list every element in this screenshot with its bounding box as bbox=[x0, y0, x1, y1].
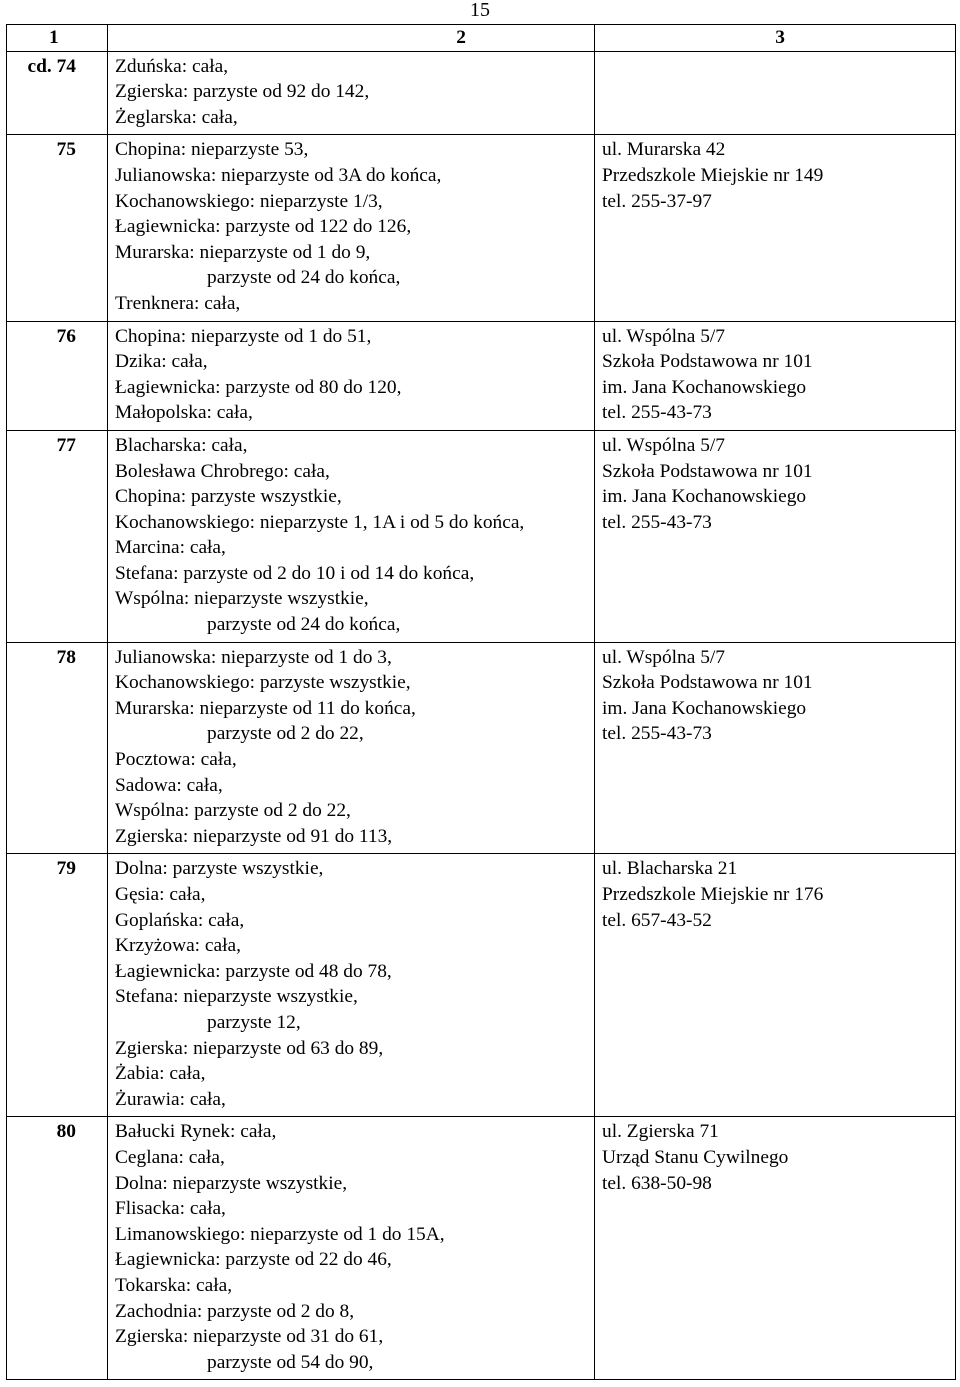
street-line: Kochanowskiego: nieparzyste 1/3, bbox=[115, 190, 383, 212]
street-line: Ceglana: cała, bbox=[115, 1146, 225, 1168]
polling-station-cell bbox=[595, 51, 956, 135]
street-line: Łagiewnicka: parzyste od 48 do 78, bbox=[115, 960, 392, 982]
address-line: Szkoła Podstawowa nr 101 bbox=[602, 351, 813, 373]
street-line: Kochanowskiego: nieparzyste 1, 1A i od 5 do końca, bbox=[115, 511, 525, 533]
street-line: parzyste od 2 do 22, bbox=[207, 723, 364, 745]
street-line: Julianowska: nieparzyste od 3A do końca, bbox=[115, 164, 442, 186]
district-number: 79 bbox=[7, 854, 108, 1117]
street-line: Dolna: parzyste wszystkie, bbox=[115, 858, 324, 880]
street-line: Limanowskiego: nieparzyste od 1 do 15A, bbox=[115, 1223, 445, 1245]
street-line: Żeglarska: cała, bbox=[115, 106, 238, 128]
street-line: Murarska: nieparzyste od 11 do końca, bbox=[115, 697, 416, 719]
street-line: parzyste od 24 do końca, bbox=[207, 614, 401, 636]
street-line: Łagiewnicka: parzyste od 22 do 46, bbox=[115, 1249, 392, 1271]
districts-table bbox=[6, 24, 956, 1380]
street-line: Stefana: nieparzyste wszystkie, bbox=[115, 986, 358, 1008]
street-line: parzyste od 24 do końca, bbox=[207, 267, 401, 289]
address-line: im. Jana Kochanowskiego bbox=[602, 486, 807, 508]
street-line: Chopina: nieparzyste 53, bbox=[115, 139, 309, 161]
district-number: cd. 74 bbox=[7, 51, 108, 135]
street-line: Trenknera: cała, bbox=[115, 292, 241, 314]
street-line: Pocztowa: cała, bbox=[115, 749, 237, 771]
address-line: Przedszkole Miejskie nr 149 bbox=[602, 164, 824, 186]
table-row bbox=[7, 321, 956, 430]
street-line: Stefana: parzyste od 2 do 10 i od 14 do końca, bbox=[115, 562, 475, 584]
street-line: Murarska: nieparzyste od 1 do 9, bbox=[115, 241, 371, 263]
streets-cell bbox=[108, 51, 595, 135]
street-line: Chopina: parzyste wszystkie, bbox=[115, 486, 342, 508]
street-line: parzyste 12, bbox=[207, 1011, 301, 1033]
address-line: tel. 255-37-97 bbox=[602, 190, 712, 212]
streets-cell bbox=[108, 430, 595, 642]
street-line: Blacharska: cała, bbox=[115, 434, 248, 456]
street-line: Zgierska: parzyste od 92 do 142, bbox=[115, 81, 370, 103]
street-line: Kochanowskiego: parzyste wszystkie, bbox=[115, 672, 411, 694]
street-line: Zachodnia: parzyste od 2 do 8, bbox=[115, 1300, 355, 1322]
street-line: Łagiewnicka: parzyste od 122 do 126, bbox=[115, 216, 412, 238]
street-line: Zgierska: nieparzyste od 31 do 61, bbox=[115, 1326, 384, 1348]
district-number: 75 bbox=[7, 135, 108, 321]
street-line: Julianowska: nieparzyste od 1 do 3, bbox=[115, 646, 392, 668]
table-row bbox=[7, 642, 956, 854]
street-line: Dzika: cała, bbox=[115, 351, 208, 373]
address-line: ul. Murarska 42 bbox=[602, 139, 726, 161]
address-line: Szkoła Podstawowa nr 101 bbox=[602, 460, 813, 482]
street-line: Marcina: cała, bbox=[115, 537, 226, 559]
street-line: Krzyżowa: cała, bbox=[115, 935, 241, 957]
table-row bbox=[7, 1117, 956, 1380]
address-line: Szkoła Podstawowa nr 101 bbox=[602, 672, 813, 694]
table-row bbox=[7, 51, 956, 135]
street-line: Goplańska: cała, bbox=[115, 909, 245, 931]
district-number: 77 bbox=[7, 430, 108, 642]
address-line: Urząd Stanu Cywilnego bbox=[602, 1146, 789, 1168]
street-line: Zgierska: nieparzyste od 91 do 113, bbox=[115, 825, 393, 847]
address-line: tel. 255-43-73 bbox=[602, 402, 712, 424]
street-line: Małopolska: cała, bbox=[115, 402, 253, 424]
table-row bbox=[7, 430, 956, 642]
street-line: Tokarska: cała, bbox=[115, 1274, 233, 1296]
district-number: 78 bbox=[7, 642, 108, 854]
street-line: Zduńska: cała, bbox=[115, 55, 229, 77]
address-line: tel. 255-43-73 bbox=[602, 511, 712, 533]
polling-station-cell bbox=[595, 642, 956, 854]
street-line: Wspólna: parzyste od 2 do 22, bbox=[115, 800, 351, 822]
address-line: ul. Blacharska 21 bbox=[602, 858, 738, 880]
streets-cell bbox=[108, 321, 595, 430]
street-line: parzyste od 54 do 90, bbox=[207, 1351, 374, 1373]
polling-station-cell bbox=[595, 854, 956, 1117]
address-line: tel. 638-50-98 bbox=[602, 1172, 712, 1194]
address-line: tel. 255-43-73 bbox=[602, 723, 712, 745]
header-row bbox=[7, 25, 956, 52]
streets-cell bbox=[108, 854, 595, 1117]
table-body bbox=[7, 51, 956, 1380]
column-header-streets: 2 bbox=[108, 25, 595, 52]
streets-cell bbox=[108, 1117, 595, 1380]
table-row bbox=[7, 854, 956, 1117]
street-line: Żurawia: cała, bbox=[115, 1088, 226, 1110]
street-line: Flisacka: cała, bbox=[115, 1198, 226, 1220]
street-line: Bolesława Chrobrego: cała, bbox=[115, 460, 330, 482]
address-line: ul. Zgierska 71 bbox=[602, 1121, 719, 1143]
address-line: Przedszkole Miejskie nr 176 bbox=[602, 884, 824, 905]
streets-cell bbox=[108, 642, 595, 854]
district-number: 80 bbox=[7, 1117, 108, 1380]
column-header-number: 1 bbox=[7, 25, 108, 52]
streets-cell bbox=[108, 135, 595, 321]
address-line: ul. Wspólna 5/7 bbox=[602, 646, 725, 668]
column-header-address: 3 bbox=[595, 25, 956, 52]
street-line: Łagiewnicka: parzyste od 80 do 120, bbox=[115, 376, 402, 398]
district-number: 76 bbox=[7, 321, 108, 430]
street-line: Dolna: nieparzyste wszystkie, bbox=[115, 1172, 348, 1194]
address-line: ul. Wspólna 5/7 bbox=[602, 434, 725, 456]
table-row bbox=[7, 135, 956, 321]
street-line: Żabia: cała, bbox=[115, 1063, 206, 1085]
address-line: im. Jana Kochanowskiego bbox=[602, 376, 807, 398]
polling-station-cell bbox=[595, 321, 956, 430]
address-line: ul. Wspólna 5/7 bbox=[602, 325, 725, 347]
street-line: Chopina: nieparzyste od 1 do 51, bbox=[115, 325, 372, 347]
address-line: tel. 657-43-52 bbox=[602, 909, 712, 931]
page-number: 15 bbox=[470, 0, 490, 21]
street-line: Zgierska: nieparzyste od 63 do 89, bbox=[115, 1037, 384, 1059]
polling-station-cell bbox=[595, 135, 956, 321]
polling-station-cell bbox=[595, 1117, 956, 1380]
street-line: Wspólna: nieparzyste wszystkie, bbox=[115, 588, 369, 610]
street-line: Gęsia: cała, bbox=[115, 884, 206, 905]
polling-station-cell bbox=[595, 430, 956, 642]
address-line: im. Jana Kochanowskiego bbox=[602, 697, 807, 719]
street-line: Sadowa: cała, bbox=[115, 774, 223, 796]
street-line: Bałucki Rynek: cała, bbox=[115, 1121, 277, 1143]
